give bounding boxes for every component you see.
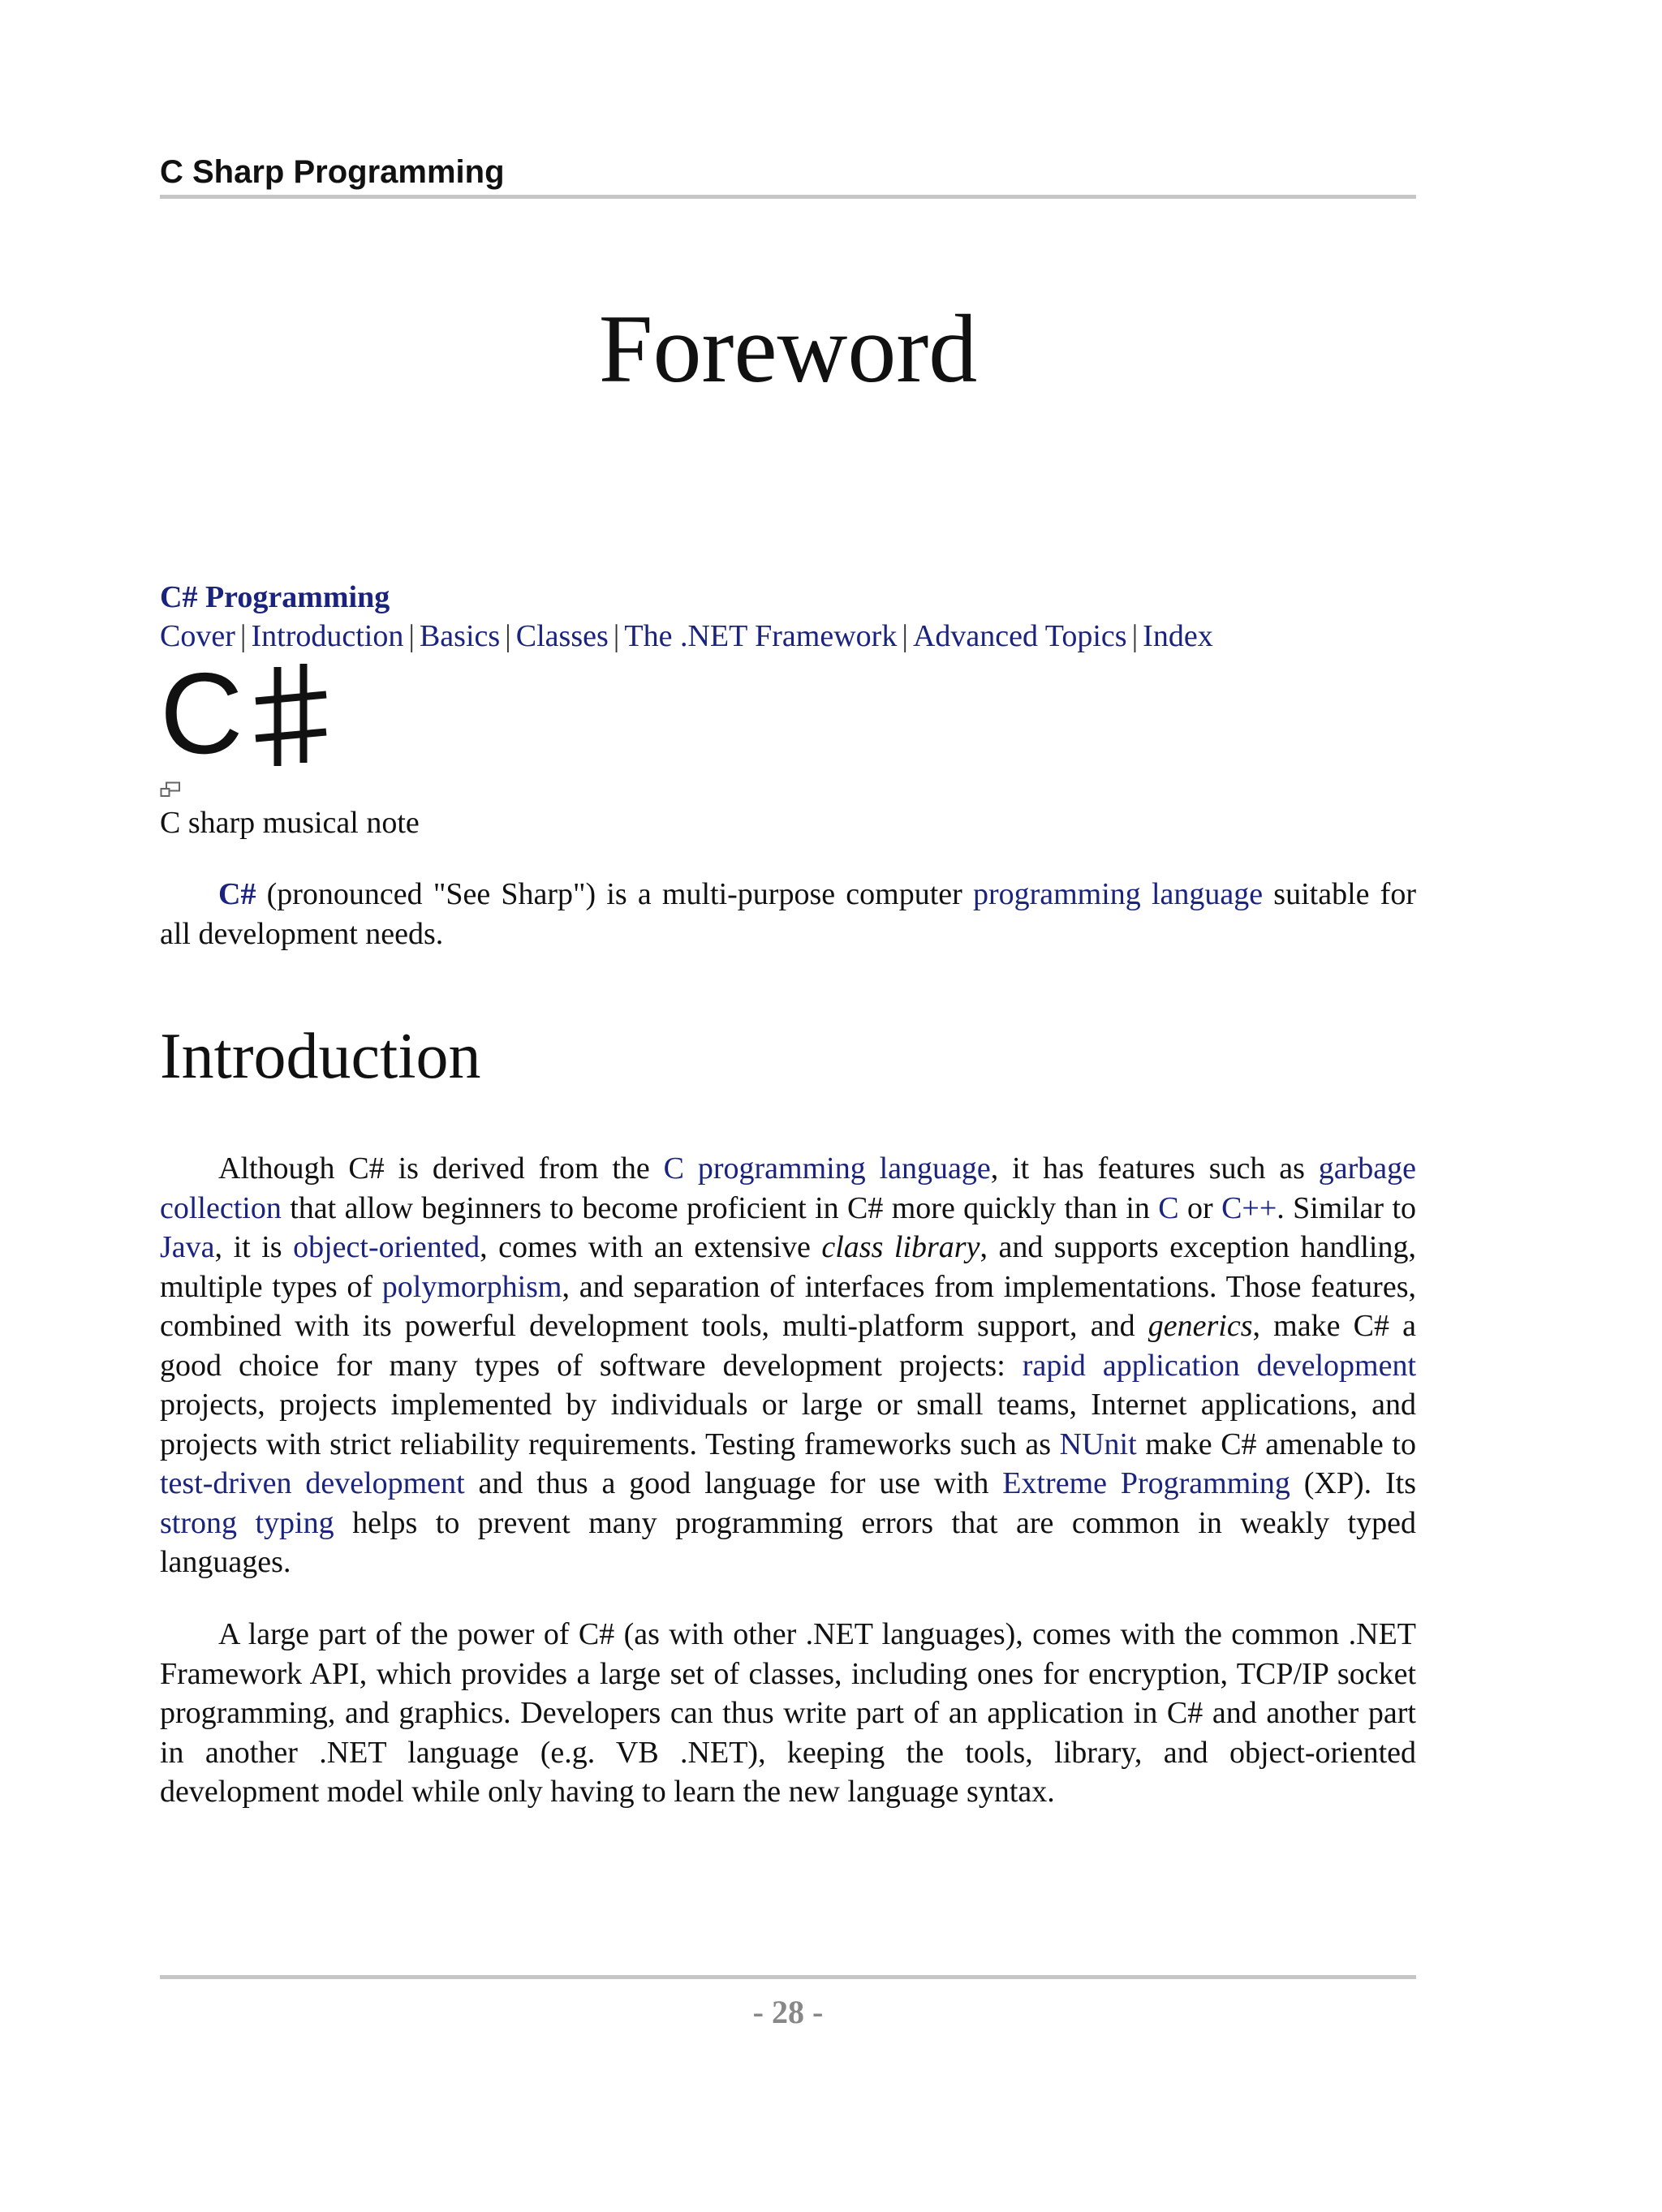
link-strong-typing[interactable]: strong typing (160, 1505, 334, 1540)
nav-link-net-framework[interactable]: The .NET Framework (624, 619, 898, 653)
header-rule (160, 195, 1416, 199)
nav-separator: | (239, 619, 247, 653)
text-run: , and separation of interfaces from implementations. Those features, combined with its powerful development tools, multi-platform support, and (160, 1269, 1416, 1343)
section-heading-introduction: Introduction (160, 1021, 481, 1092)
text-run: suitable for all development needs. (160, 877, 1416, 951)
text-run: or (1178, 1190, 1222, 1225)
link-java[interactable]: Java (160, 1230, 215, 1264)
book-nav-title[interactable]: C# Programming (160, 580, 390, 614)
text-run: , and supports exception handling, multiple types of (160, 1230, 1416, 1304)
csharp-term-link[interactable]: C# (218, 877, 256, 911)
nav-separator: | (408, 619, 415, 653)
link-c[interactable]: C (1158, 1190, 1179, 1225)
link-cpp[interactable]: C++ (1221, 1190, 1277, 1225)
nav-link-basics[interactable]: Basics (419, 619, 501, 653)
csharp-logo-letter: C (160, 662, 243, 772)
link-test-driven-development[interactable]: test-driven development (160, 1466, 465, 1500)
link-c-programming-language[interactable]: C programming language (663, 1151, 991, 1186)
link-nunit[interactable]: NUnit (1059, 1427, 1137, 1461)
figure-caption: C sharp musical note (160, 806, 420, 840)
text-run: Although C# is derived from the (218, 1151, 664, 1186)
intro-paragraph (160, 875, 1416, 953)
footer-rule (160, 1975, 1416, 1979)
link-programming-language[interactable]: programming language (972, 877, 1264, 911)
link-rapid-application-development[interactable]: rapid application development (1022, 1348, 1416, 1383)
text-run: projects, projects implemented by individuals or large or small teams, Internet applications, and projects with strict reliability requirements. Testing frameworks such as (160, 1388, 1416, 1461)
text-run: , it has features such as (990, 1151, 1319, 1186)
nav-link-classes[interactable]: Classes (515, 619, 609, 653)
link-extreme-programming[interactable]: Extreme Programming (1002, 1466, 1290, 1500)
text-run: make C# amenable to (1136, 1427, 1416, 1461)
sharp-symbol (256, 664, 326, 766)
introduction-paragraph-2: A large part of the power of C# (as with other .NET languages), comes with the common .NET Framework API, which provides a large set of classes, including ones for encryption, TCP/IP socket programming, and graphics. Developers can thus write part of an application in C# and another part in another .NET language (e.g. VB .NET), keeping the tools, library, and object-oriented development model while only having to learn the new language syntax. (160, 1617, 1416, 1809)
nav-separator: | (1131, 619, 1139, 653)
chapter-title: Foreword (598, 295, 978, 402)
text-run: (XP). Its (1290, 1466, 1416, 1500)
running-header: C Sharp Programming (160, 154, 505, 190)
link-polymorphism[interactable]: polymorphism (381, 1269, 562, 1304)
italic-generics: generics (1147, 1309, 1253, 1343)
page-number: - 28 - (752, 1994, 824, 2030)
text-run: (pronounced "See Sharp") is a multi-purpose computer (256, 877, 973, 911)
text-run: , comes with an extensive (480, 1230, 822, 1264)
link-object-oriented[interactable]: object-oriented (293, 1230, 480, 1264)
enlarge-icon[interactable] (160, 781, 181, 798)
text-run: , it is (214, 1230, 294, 1264)
book-nav-links (160, 617, 1416, 656)
nav-separator: | (613, 619, 620, 653)
text-run: helps to prevent many programming errors that are common in weakly typed languages. (160, 1505, 1416, 1579)
nav-link-advanced-topics[interactable]: Advanced Topics (912, 619, 1127, 653)
introduction-paragraph-1 (160, 1149, 1416, 1582)
nav-separator: | (902, 619, 908, 653)
nav-separator: | (505, 619, 511, 653)
italic-class-library: class library (821, 1230, 980, 1264)
nav-link-index[interactable]: Index (1143, 619, 1213, 653)
link-garbage-collection[interactable]: garbage collection (160, 1151, 1416, 1225)
text-run: , make C# a good choice for many types of software development projects: (160, 1309, 1416, 1383)
csharp-logo-image[interactable] (160, 662, 330, 772)
nav-link-introduction[interactable]: Introduction (251, 619, 404, 653)
text-run: that allow beginners to become proficient in C# more quickly than in (281, 1190, 1159, 1225)
text-run: and thus a good language for use with (464, 1466, 1003, 1500)
nav-link-cover[interactable]: Cover (160, 619, 235, 653)
text-run: . Similar to (1277, 1190, 1416, 1225)
